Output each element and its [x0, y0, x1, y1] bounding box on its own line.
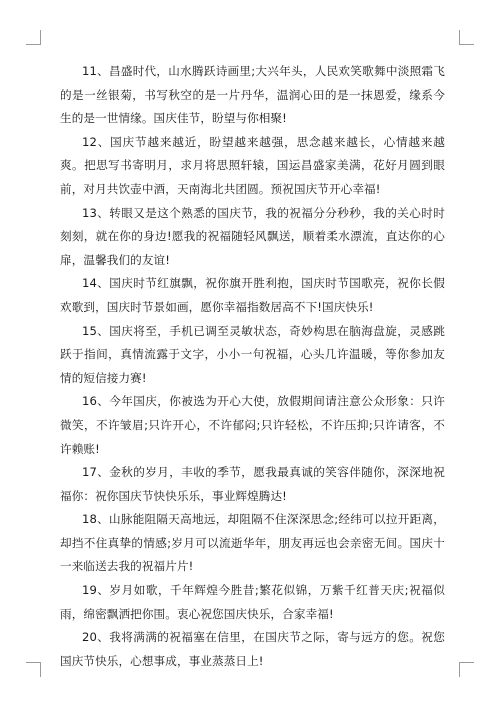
paragraph-17: 17、金秋的岁月，丰收的季节，愿我最真诚的笑容伴随你，深深地祝福你：祝你国庆节快快乐乐，事业辉煌腾达!	[60, 465, 445, 503]
paragraph-18: 18、山脉能阻隔天高地远，却阻隔不住深深思念;经纬可以拉开距离，却挡不住真挚的情感;岁月可以流逝华年，朋友再远也会亲密无间。国庆十一来临送去我的祝福片片!	[60, 512, 445, 574]
document-body	[60, 60, 445, 673]
paragraph-16: 16、今年国庆，你被选为开心大使，放假期间请注意公众形象：只许微笑，不许皱眉;只许开心，不许郁闷;只许轻松，不许压抑;只许请客，不许赖账!	[60, 394, 445, 456]
paragraph-14: 14、国庆时节红旗飘，祝你旗开胜利抱，国庆时节国歌亮，祝你长假欢歌到，国庆时节景如画，愿你幸福指数居高不下!国庆快乐!	[60, 276, 445, 314]
paragraph-12: 12、国庆节越来越近，盼望越来越强，思念越来越长，心情越来越爽。把思写书寄明月，求月将思照轩辕，国运昌盛家美满，花好月圆到眼前，对月共饮壶中酒，天南海北共团圆。预祝国庆节开心幸福!	[60, 134, 445, 196]
paragraph-11: 11、昌盛时代，山水腾跃诗画里;大兴年头，人民欢笑歌舞中淡照霜飞的是一丝银菊，书写秋空的是一片丹华，温润心田的是一抹恩爱，缘系今生的是一世情缘。国庆佳节，盼望与你相聚!	[60, 64, 445, 126]
paragraph-13: 13、转眼又是这个熟悉的国庆节，我的祝福分分秒秒，我的关心时时刻刻，就在你的身边!愿我的祝福随轻风飘送，顺着柔水漂流，直达你的心扉，温馨我们的友谊!	[60, 205, 445, 267]
paragraph-15: 15、国庆将至，手机已调至灵敏状态，奇妙构思在脑海盘旋，灵感跳跃于指间，真情流露于文字，小小一句祝福，心头几许温暖，等你参加友情的短信接力赛!	[60, 323, 445, 385]
crop-mark-bottom-right	[459, 662, 474, 677]
paragraph-20: 20、我将满满的祝福塞在信里，在国庆节之际，寄与远方的您。祝您国庆节快乐，心想事成，事业蒸蒸日上!	[60, 630, 445, 668]
paragraph-19: 19、岁月如歌，千年辉煌今胜昔;繁花似锦，万紫千红普天庆;祝福似雨，绵密飘洒把你围。衷心祝您国庆快乐，合家幸福!	[60, 583, 445, 621]
crop-mark-top-left	[26, 30, 41, 45]
crop-mark-bottom-left	[26, 662, 41, 677]
crop-mark-top-right	[459, 30, 474, 45]
